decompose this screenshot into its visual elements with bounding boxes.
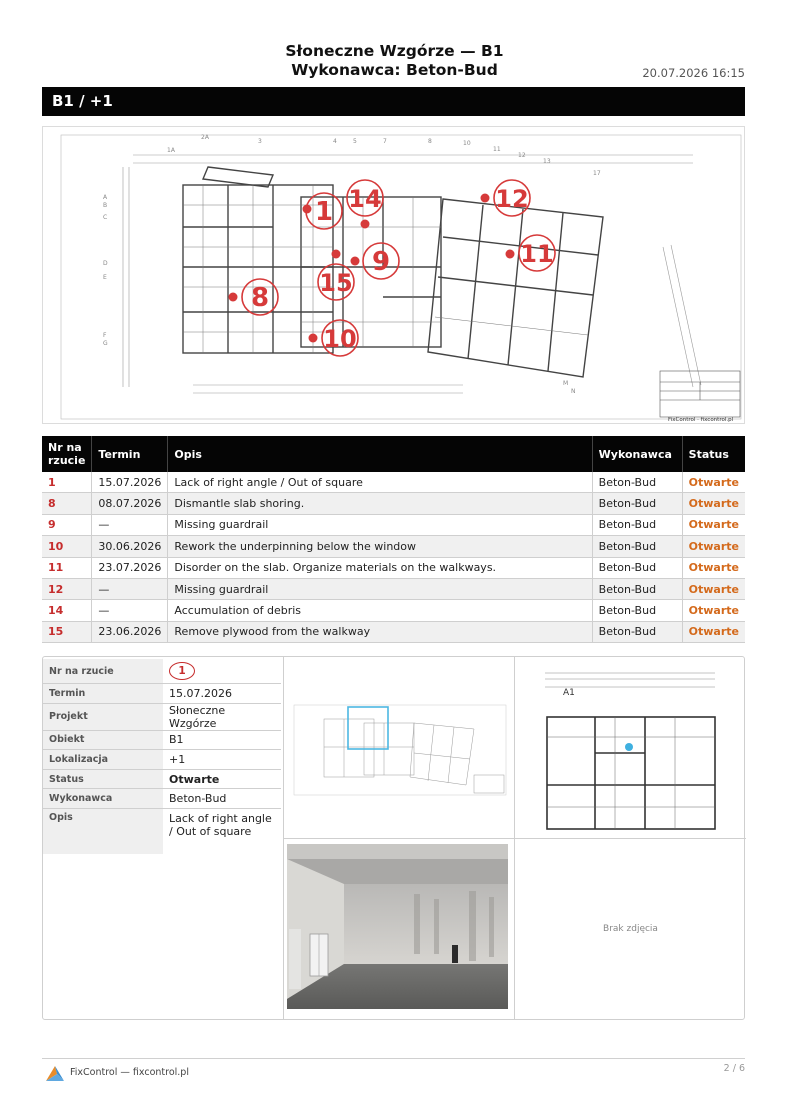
plan-marker-10[interactable] [309, 320, 359, 356]
plan-marker-label: 14 [348, 185, 382, 213]
detail-key: Obiekt [43, 730, 163, 750]
table-row[interactable] [42, 536, 745, 557]
detail-row [43, 808, 281, 854]
plan-selection-highlight [348, 707, 388, 749]
row-nr: 12 [42, 578, 92, 599]
row-opis: Lack of right angle / Out of square [168, 472, 592, 493]
defects-table [42, 436, 745, 643]
table-row[interactable] [42, 557, 745, 578]
row-wykonawca: Beton-Bud [592, 621, 682, 642]
row-termin: 08.07.2026 [92, 493, 168, 514]
row-nr: 10 [42, 536, 92, 557]
zoomed-plan-axis-label: A1 [563, 688, 575, 698]
detail-value [163, 659, 281, 684]
row-termin: 23.06.2026 [92, 621, 168, 642]
row-wykonawca: Beton-Bud [592, 600, 682, 621]
report-title-line2: Wykonawca: Beton-Bud [291, 61, 498, 79]
plan-marker-dot [309, 334, 318, 343]
row-opis: Missing guardrail [168, 514, 592, 535]
fixcontrol-logo-icon [44, 1064, 66, 1082]
detail-value: Słoneczne Wzgórze [163, 703, 281, 730]
detail-value: Beton-Bud [163, 789, 281, 809]
detail-row [43, 789, 281, 809]
detail-row [43, 769, 281, 789]
row-nr: 1 [42, 472, 92, 493]
row-wykonawca: Beton-Bud [592, 514, 682, 535]
row-nr: 11 [42, 557, 92, 578]
plan-marker-dot [351, 257, 360, 266]
row-status: Otwarte [682, 578, 745, 599]
detail-row [43, 750, 281, 770]
svg-text:2A: 2A [201, 134, 209, 141]
detail-key: Status [43, 769, 163, 789]
floor-plan [42, 126, 745, 424]
row-opis: Remove plywood from the walkway [168, 621, 592, 642]
header-opis: Opis [168, 436, 592, 472]
row-opis: Disorder on the slab. Organize materials on the walkways. [168, 557, 592, 578]
detail-value: Lack of right angle / Out of square [169, 811, 272, 838]
plan-marker-label: 10 [323, 325, 357, 353]
svg-text:A: A [103, 194, 108, 201]
header-nr-line1: Nr na [48, 441, 82, 454]
defect-detail-card [42, 656, 745, 1020]
detail-value: Otwarte [163, 769, 281, 789]
plan-marker-dot [506, 250, 515, 259]
svg-text:5: 5 [353, 138, 357, 145]
detail-key: Projekt [43, 703, 163, 730]
plan-marker-label: 15 [319, 269, 353, 297]
row-opis: Dismantle slab shoring. [168, 493, 592, 514]
plan-marker-15[interactable] [318, 250, 354, 301]
header-nr-line2: rzucie [48, 454, 86, 467]
svg-text:1A: 1A [167, 147, 175, 154]
row-opis: Accumulation of debris [168, 600, 592, 621]
row-termin: — [92, 514, 168, 535]
row-opis: Rework the underpinning below the window [168, 536, 592, 557]
table-row[interactable] [42, 493, 745, 514]
zoomed-plan-thumbnail[interactable] [515, 657, 746, 839]
row-status: Otwarte [682, 472, 745, 493]
row-nr: 14 [42, 600, 92, 621]
table-row[interactable] [42, 472, 745, 493]
plan-marker-12[interactable] [481, 180, 531, 216]
svg-text:D: D [103, 260, 108, 267]
footer-divider [42, 1058, 745, 1059]
svg-text:E: E [103, 274, 107, 281]
no-photo-label: Brak zdjęcia [603, 924, 658, 934]
row-nr: 8 [42, 493, 92, 514]
detail-value: +1 [163, 750, 281, 770]
svg-text:4: 4 [333, 138, 337, 145]
defect-info-table [43, 659, 281, 854]
row-nr: 15 [42, 621, 92, 642]
plan-marker-dot [303, 205, 312, 214]
location-dot [625, 743, 633, 751]
report-date: 20.07.2026 16:15 [642, 66, 745, 80]
plan-credit: FixControl · fixcontrol.pl [668, 417, 734, 423]
row-termin: — [92, 600, 168, 621]
row-status: Otwarte [682, 493, 745, 514]
table-row[interactable] [42, 514, 745, 535]
plan-marker-dot [332, 250, 341, 259]
defect-media-grid [283, 657, 746, 1019]
svg-text:M: M [563, 380, 569, 387]
plan-marker-11[interactable] [506, 235, 556, 271]
detail-row [43, 659, 281, 684]
row-nr: 9 [42, 514, 92, 535]
svg-text:C: C [103, 214, 108, 221]
svg-text:N: N [571, 388, 576, 395]
svg-text:17: 17 [593, 170, 601, 177]
detail-value: 15.07.2026 [163, 684, 281, 704]
detail-key: Nr na rzucie [43, 659, 163, 684]
table-row[interactable] [42, 621, 745, 642]
empty-photo-slot [515, 839, 746, 1019]
detail-key: Opis [43, 808, 163, 854]
footer-brand: FixControl — fixcontrol.pl [70, 1067, 189, 1078]
svg-text:F: F [103, 332, 107, 339]
plan-marker-label: 12 [495, 185, 529, 213]
plan-number-badge: 1 [169, 662, 195, 680]
header-status: Status [682, 436, 745, 472]
overview-plan-thumbnail[interactable] [284, 657, 515, 839]
detail-key: Termin [43, 684, 163, 704]
svg-text:7: 7 [383, 138, 387, 145]
header-termin: Termin [92, 436, 168, 472]
plan-marker-8[interactable] [229, 279, 279, 315]
zoomed-plan-drawing [515, 657, 746, 839]
plan-marker-dot [229, 293, 238, 302]
row-status: Otwarte [682, 536, 745, 557]
plan-marker-dot [361, 220, 370, 229]
row-wykonawca: Beton-Bud [592, 536, 682, 557]
svg-text:12: 12 [518, 152, 526, 159]
table-row[interactable] [42, 600, 745, 621]
overview-plan-drawing [284, 657, 515, 839]
section-title-bar: B1 / +1 [42, 87, 745, 116]
header-wykonawca: Wykonawca [592, 436, 682, 472]
footer-page-number: 2 / 6 [723, 1063, 745, 1074]
plan-marker-1[interactable] [303, 193, 343, 229]
defects-table-header [42, 436, 745, 472]
plan-marker-dot [481, 194, 490, 203]
svg-text:B: B [103, 202, 108, 209]
plan-marker-label: 9 [371, 247, 391, 277]
row-wykonawca: Beton-Bud [592, 557, 682, 578]
plan-marker-9[interactable] [351, 243, 400, 279]
row-wykonawca: Beton-Bud [592, 493, 682, 514]
plan-marker-label: 8 [250, 283, 270, 313]
defect-photo-image [284, 839, 515, 1019]
svg-text:10: 10 [463, 140, 471, 147]
plan-marker-label: 11 [520, 240, 554, 268]
row-opis: Missing guardrail [168, 578, 592, 599]
plan-marker-label: 1 [314, 197, 334, 227]
svg-text:G: G [103, 340, 108, 347]
detail-row [43, 730, 281, 750]
svg-text:13: 13 [543, 158, 551, 165]
svg-text:3: 3 [258, 138, 262, 145]
row-status: Otwarte [682, 514, 745, 535]
detail-key: Wykonawca [43, 789, 163, 809]
plan-marker-14[interactable] [347, 180, 383, 229]
floor-plan-drawing [43, 127, 746, 425]
row-status: Otwarte [682, 621, 745, 642]
header-nr [42, 436, 92, 472]
row-wykonawca: Beton-Bud [592, 578, 682, 599]
table-row[interactable] [42, 578, 745, 599]
row-termin: 15.07.2026 [92, 472, 168, 493]
svg-text:8: 8 [428, 138, 432, 145]
row-wykonawca: Beton-Bud [592, 472, 682, 493]
svg-text:11: 11 [493, 146, 501, 153]
row-status: Otwarte [682, 600, 745, 621]
row-termin: 30.06.2026 [92, 536, 168, 557]
row-termin: — [92, 578, 168, 599]
report-title-line1: Słoneczne Wzgórze — B1 [285, 42, 504, 60]
defect-photo[interactable] [284, 839, 515, 1019]
detail-row [43, 684, 281, 704]
detail-value: B1 [163, 730, 281, 750]
row-status: Otwarte [682, 557, 745, 578]
detail-row [43, 703, 281, 730]
row-termin: 23.07.2026 [92, 557, 168, 578]
detail-key: Lokalizacja [43, 750, 163, 770]
